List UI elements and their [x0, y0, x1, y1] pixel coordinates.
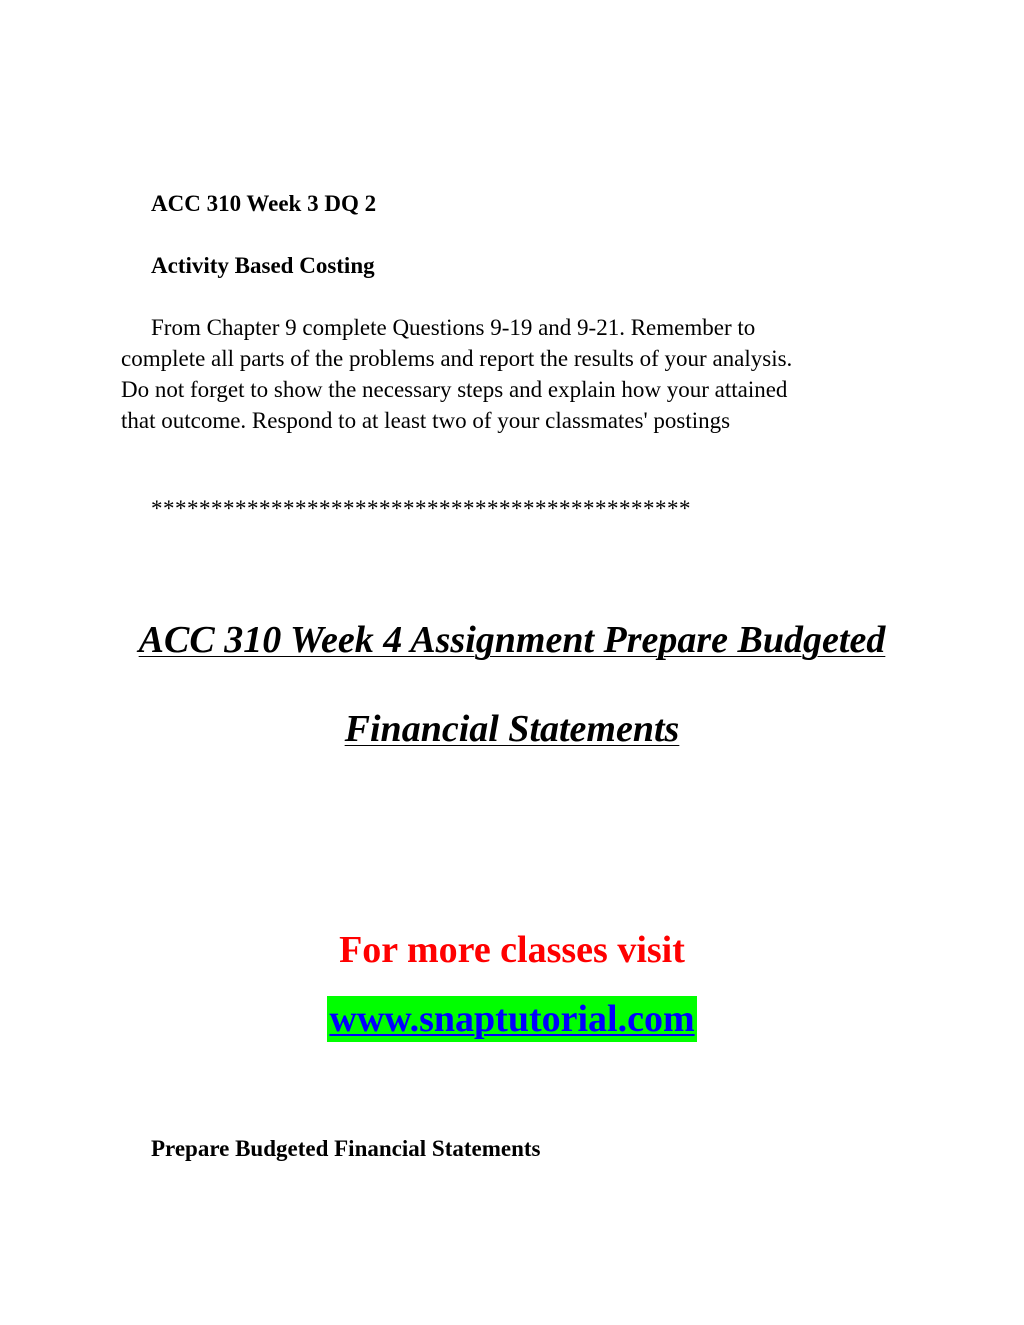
assignment-title-line-2: Financial Statements [344, 708, 680, 750]
dq-instructions-line-2: complete all parts of the problems and report the results of your analysis. [121, 346, 793, 371]
dq-instructions-line-1: From Chapter 9 complete Questions 9-19 and 9-21. Remember to [151, 315, 756, 340]
dq-heading: ACC 310 Week 3 DQ 2 [151, 191, 377, 216]
dq-subheading: Activity Based Costing [151, 253, 375, 278]
dq-instructions [121, 312, 921, 436]
snaptutorial-link[interactable]: www.snaptutorial.com [329, 998, 695, 1040]
promo-link-container [0, 996, 1024, 1042]
dq-instructions-line-3: Do not forget to show the necessary steps and explain how your attained [121, 377, 788, 402]
assignment-title-line-1: ACC 310 Week 4 Assignment Prepare Budgeted [138, 619, 886, 661]
separator-stars: ********************************************* [151, 496, 691, 521]
dq-instructions-line-4: that outcome. Respond to at least two of your classmates' postings [121, 408, 731, 433]
promo-text: For more classes visit [339, 929, 685, 971]
footer-heading: Prepare Budgeted Financial Statements [151, 1136, 541, 1161]
